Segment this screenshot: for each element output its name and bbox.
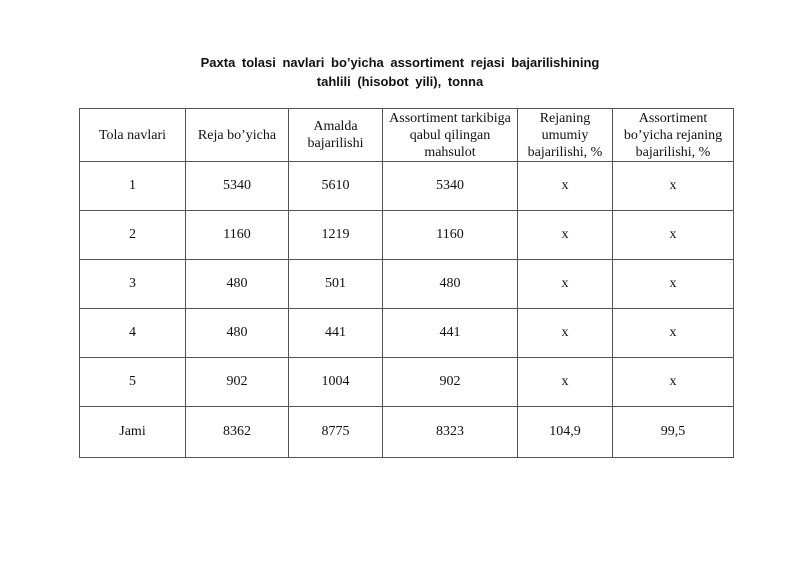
total-cell: 8323	[383, 407, 518, 458]
total-cell: 8362	[186, 407, 289, 458]
table-cell: x	[518, 211, 613, 260]
table-row	[80, 309, 734, 358]
table-cell: x	[613, 211, 734, 260]
table-cell: x	[518, 358, 613, 407]
table-cell: x	[613, 162, 734, 211]
table-cell: 501	[289, 260, 383, 309]
document-title	[0, 53, 800, 91]
table-cell: 2	[80, 211, 186, 260]
title-line-2: tahlili (hisobot yili), tonna	[316, 74, 484, 89]
total-cell: 104,9	[518, 407, 613, 458]
table-cell: 480	[383, 260, 518, 309]
table-cell: 5	[80, 358, 186, 407]
total-cell: 8775	[289, 407, 383, 458]
table-cell: 1	[80, 162, 186, 211]
table-cell: x	[613, 358, 734, 407]
table-cell: 3	[80, 260, 186, 309]
header-assortiment-tarkibiga: Assortiment tarkibiga qabul qilingan mahsulot	[383, 109, 518, 162]
table-cell: 480	[186, 260, 289, 309]
table-cell: 1160	[383, 211, 518, 260]
assortment-table	[79, 108, 734, 458]
table-row	[80, 260, 734, 309]
table-cell: x	[518, 260, 613, 309]
table-cell: 5610	[289, 162, 383, 211]
table-row	[80, 211, 734, 260]
header-amalda-bajarilishi: Amalda bajarilishi	[289, 109, 383, 162]
table-total-row	[80, 407, 734, 458]
table-cell: 902	[383, 358, 518, 407]
total-label: Jami	[80, 407, 186, 458]
table-cell: x	[613, 260, 734, 309]
table-cell: 5340	[383, 162, 518, 211]
table-cell: x	[613, 309, 734, 358]
table-cell: 5340	[186, 162, 289, 211]
header-rejaning-umumiy: Rejaning umumiy bajarilishi, %	[518, 109, 613, 162]
header-assortiment-boyicha: Assortiment bo’yicha rejaning bajarilishi, %	[613, 109, 734, 162]
table-row	[80, 162, 734, 211]
table-cell: 441	[383, 309, 518, 358]
table-row	[80, 358, 734, 407]
table-cell: 441	[289, 309, 383, 358]
header-tola-navlari: Tola navlari	[80, 109, 186, 162]
table-cell: x	[518, 309, 613, 358]
table-cell: 1004	[289, 358, 383, 407]
total-cell: 99,5	[613, 407, 734, 458]
table-cell: 4	[80, 309, 186, 358]
table-header-row	[80, 109, 734, 162]
table-cell: 1160	[186, 211, 289, 260]
table-cell: 480	[186, 309, 289, 358]
table-cell: x	[518, 162, 613, 211]
table-cell: 1219	[289, 211, 383, 260]
title-line-1: Paxta tolasi navlari bo’yicha assortiment rejasi bajarilishining	[200, 55, 600, 70]
header-reja-boyicha: Reja bo’yicha	[186, 109, 289, 162]
table-cell: 902	[186, 358, 289, 407]
